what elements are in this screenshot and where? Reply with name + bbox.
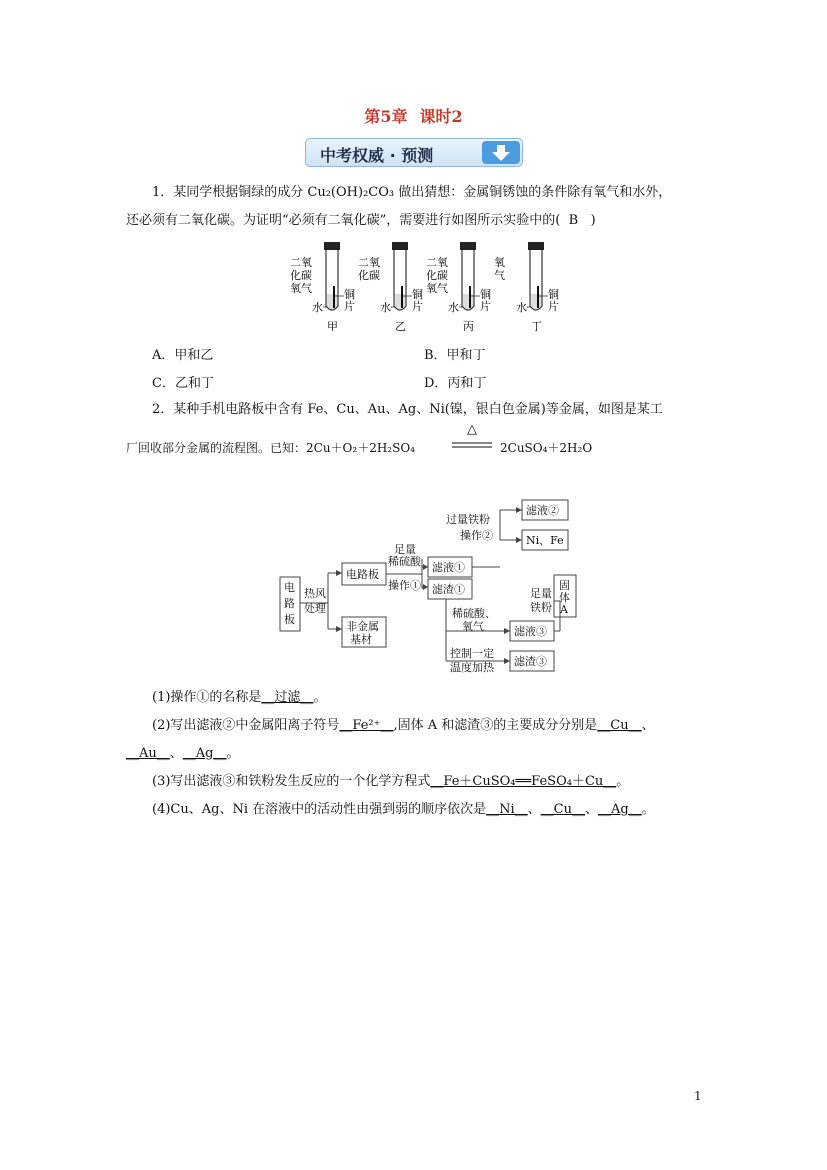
sub2-sep2: 、 [169, 746, 183, 761]
reaction-condition: △ [467, 422, 477, 437]
sub4-sep2: 、 [585, 802, 599, 817]
flow-chart [270, 493, 590, 683]
q2-line2 [126, 438, 415, 458]
flow-nonmetal-1: 非金属 [346, 620, 379, 633]
sub2-end: 。 [226, 746, 240, 761]
reaction-arrow [452, 441, 492, 449]
flow-acid-3: 操作① [388, 579, 421, 592]
test-tube-stopper [460, 242, 476, 250]
flow-heat-1: 控制一定 [450, 647, 494, 660]
sub1-text: (1)操作①的名称是 [152, 690, 262, 705]
flow-nonmetal-2: 基材 [350, 633, 372, 646]
q1-line2 [126, 211, 596, 231]
flow-heat-2: 温度加热 [450, 661, 494, 674]
copper-label: 铜 [548, 288, 559, 301]
sub4-answer-2: __Cu__ [540, 802, 585, 817]
q1-paren-close: ) [590, 213, 596, 228]
q2-sub1 [152, 688, 326, 708]
sub1-answer: __过滤__ [261, 690, 314, 705]
flow-residue3: 滤渣③ [514, 655, 547, 668]
page-number: 1 [694, 1089, 702, 1103]
test-tube-figure [280, 236, 580, 336]
flow-board-2: 路 [284, 597, 295, 610]
copper-label: 铜 [480, 288, 491, 301]
flow-board-1: 电 [284, 581, 295, 594]
flow-solid-a-3: A [560, 603, 568, 616]
gas-label: 气 [494, 269, 505, 282]
sub1-end: 。 [313, 690, 327, 705]
water-label: 水 [448, 301, 459, 314]
flow-iron2-2: 铁粉 [530, 601, 552, 614]
copper-label: 铜 [412, 288, 423, 301]
q1-option-b: B．甲和丁 [424, 348, 486, 363]
copper-label: 片 [412, 300, 423, 313]
flow-iron-1: 过量铁粉 [446, 513, 490, 526]
test-tube-name: 乙 [395, 320, 406, 333]
flow-filtrate1: 滤液① [432, 561, 465, 574]
copper-label: 铜 [344, 288, 355, 301]
reaction-product: 2CuSO₄＋2H₂O [500, 441, 593, 455]
flow-iron2-1: 足量 [530, 587, 552, 600]
q1-option-a: A．甲和乙 [152, 348, 214, 363]
sub2-answer-2: __Au__ [126, 746, 170, 761]
gas-label: 化碳 [358, 269, 380, 282]
sub2-mid: ,固体 A 和滤渣③的主要成分分别是 [393, 718, 598, 733]
sub3-text: (3)写出滤液③和铁粉发生反应的一个化学方程式 [152, 774, 431, 789]
flow-iron-2: 操作② [460, 529, 493, 542]
flow-hot-air-1: 热风 [304, 587, 326, 600]
test-tube-stopper [324, 242, 340, 250]
gas-label: 化碳 [426, 269, 448, 282]
q2-sub4 [152, 800, 655, 820]
lesson-label: 课时2 [419, 107, 463, 126]
flow-acid-o2-2: 氧气 [462, 620, 484, 633]
water-label: 水 [312, 301, 323, 314]
test-tube-name: 丁 [531, 320, 542, 333]
sub2-answer-3: __Ag__ [182, 746, 227, 761]
flow-circuit-board: 电路板 [346, 568, 379, 581]
banner-label: 中考权威 · 预测 [320, 146, 434, 165]
sub2-sep1: 、 [641, 718, 655, 733]
water-label: 水 [380, 301, 391, 314]
flow-ni-fe: Ni、Fe [526, 534, 564, 547]
chapter-label: 第5章 [364, 107, 408, 126]
water-label: 水 [516, 301, 527, 314]
q1-answer: B [568, 213, 579, 228]
gas-label: 氧气 [426, 282, 448, 295]
flow-filtrate2: 滤液② [526, 504, 559, 517]
copper-label: 片 [548, 300, 559, 313]
sub2-answer-ion: __Fe²⁺__ [339, 718, 394, 733]
sub4-answer-3: __Ag__ [598, 802, 642, 817]
gas-label: 二氧 [426, 256, 448, 269]
flow-solid-a-2: 体 [559, 591, 570, 604]
q1-line2-text: 还必须有二氧化碳。为证明“必须有二氧化碳”，需要进行如图所示实验中的( [126, 213, 561, 228]
q2-sub2-cont [126, 744, 240, 764]
flow-acid-o2-1: 稀硫酸、 [452, 607, 496, 620]
flow-residue1: 滤渣① [432, 583, 465, 596]
sub2-text: (2)写出滤液②中金属阳离子符号 [152, 718, 340, 733]
gas-label: 氧 [494, 256, 505, 269]
q2-sub3 [152, 772, 629, 792]
sub4-end: 。 [641, 802, 655, 817]
sub3-answer: __Fe＋CuSO₄══FeSO₄＋Cu__ [430, 774, 617, 789]
test-tube-stopper [392, 242, 408, 250]
test-tube-name: 丙 [463, 320, 474, 333]
gas-label: 化碳 [290, 269, 312, 282]
flow-board-3: 板 [284, 613, 295, 626]
sub4-text: (4)Cu、Ag、Ni 在溶液中的活动性由强到弱的顺序依次是 [152, 802, 487, 817]
gas-label: 二氧 [290, 256, 312, 269]
copper-label: 片 [344, 300, 355, 313]
flow-acid-1: 足量 [394, 543, 416, 556]
flow-hot-air-2: 处理 [304, 602, 326, 615]
sub4-sep1: 、 [527, 802, 541, 817]
flow-filtrate3: 滤液③ [514, 625, 547, 638]
flow-acid-2: 稀硫酸 [388, 555, 421, 568]
gas-label: 二氧 [358, 256, 380, 269]
q2-line2-text: 厂回收部分金属的流程图。已知：2Cu＋O₂＋2H₂SO₄ [126, 441, 415, 455]
sub2-answer-1: __Cu__ [597, 718, 642, 733]
q2-sub2 [152, 716, 655, 736]
gas-label: 氧气 [290, 282, 312, 295]
page-title [0, 104, 827, 127]
flow-solid-a-1: 固 [559, 579, 570, 592]
sub3-end: 。 [616, 774, 630, 789]
q1-option-d: D．丙和丁 [424, 376, 487, 391]
test-tube-name: 甲 [327, 320, 338, 333]
sub4-answer-1: __Ni__ [486, 802, 528, 817]
test-tube-stopper [528, 242, 544, 250]
copper-label: 片 [480, 300, 491, 313]
down-arrow-icon [482, 141, 520, 164]
q1-line1: 1．某同学根据铜绿的成分 Cu₂(OH)₂CO₃ 做出猜想：金属铜锈蚀的条件除有氧气和水外， [152, 185, 672, 200]
section-banner [305, 138, 523, 167]
q1-option-c: C．乙和丁 [152, 376, 214, 391]
q2-line1: 2．某种手机电路板中含有 Fe、Cu、Au、Ag、Ni(镍，银白色金属)等金属，如图是某工 [152, 402, 663, 417]
